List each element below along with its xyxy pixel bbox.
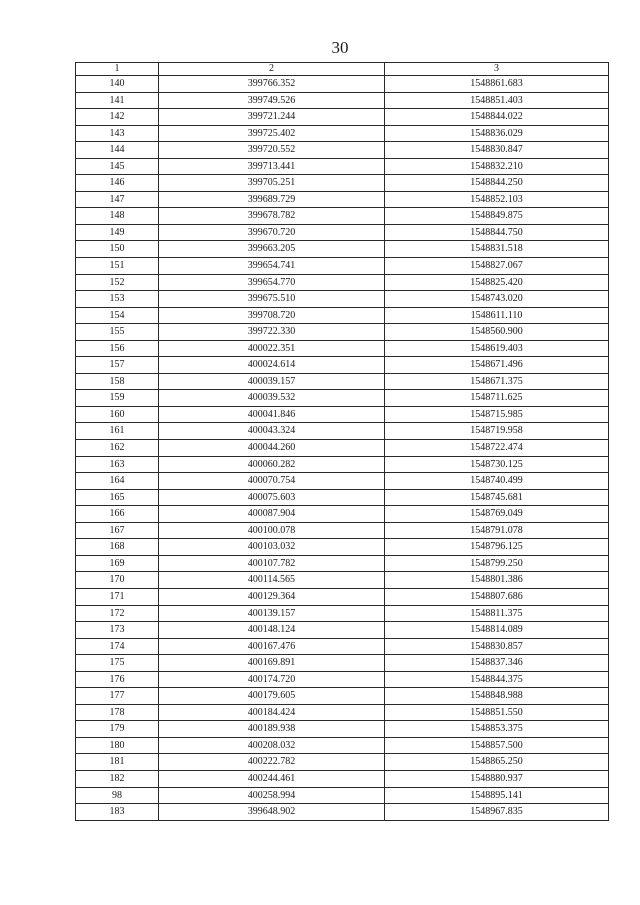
column-header: 2 <box>159 63 385 76</box>
point-number-cell: 177 <box>76 688 159 705</box>
point-number-cell: 176 <box>76 671 159 688</box>
y-coordinate-cell: 1548853.375 <box>385 721 609 738</box>
x-coordinate-cell: 400070.754 <box>159 473 385 490</box>
x-coordinate-cell: 400041.846 <box>159 406 385 423</box>
table-row <box>76 688 609 705</box>
point-number-cell: 148 <box>76 208 159 225</box>
y-coordinate-cell: 1548831.518 <box>385 241 609 258</box>
x-coordinate-cell: 399648.902 <box>159 804 385 821</box>
point-number-cell: 178 <box>76 704 159 721</box>
y-coordinate-cell: 1548837.346 <box>385 655 609 672</box>
table-row <box>76 175 609 192</box>
point-number-cell: 154 <box>76 307 159 324</box>
point-number-cell: 98 <box>76 787 159 804</box>
y-coordinate-cell: 1548880.937 <box>385 770 609 787</box>
point-number-cell: 164 <box>76 473 159 490</box>
x-coordinate-cell: 400169.891 <box>159 655 385 672</box>
point-number-cell: 175 <box>76 655 159 672</box>
point-number-cell: 166 <box>76 506 159 523</box>
table-row <box>76 291 609 308</box>
y-coordinate-cell: 1548769.049 <box>385 506 609 523</box>
x-coordinate-cell: 400043.324 <box>159 423 385 440</box>
x-coordinate-cell: 400129.364 <box>159 588 385 605</box>
point-number-cell: 183 <box>76 804 159 821</box>
y-coordinate-cell: 1548811.375 <box>385 605 609 622</box>
y-coordinate-cell: 1548832.210 <box>385 158 609 175</box>
table-row <box>76 770 609 787</box>
y-coordinate-cell: 1548827.067 <box>385 258 609 275</box>
x-coordinate-cell: 399766.352 <box>159 76 385 93</box>
point-number-cell: 145 <box>76 158 159 175</box>
x-coordinate-cell: 399722.330 <box>159 324 385 341</box>
y-coordinate-cell: 1548851.550 <box>385 704 609 721</box>
table-row <box>76 804 609 821</box>
table-row <box>76 241 609 258</box>
column-header: 3 <box>385 63 609 76</box>
x-coordinate-cell: 399675.510 <box>159 291 385 308</box>
y-coordinate-cell: 1548857.500 <box>385 737 609 754</box>
y-coordinate-cell: 1548861.683 <box>385 76 609 93</box>
x-coordinate-cell: 399670.720 <box>159 224 385 241</box>
table-row <box>76 522 609 539</box>
y-coordinate-cell: 1548715.985 <box>385 406 609 423</box>
x-coordinate-cell: 399689.729 <box>159 191 385 208</box>
x-coordinate-cell: 399749.526 <box>159 92 385 109</box>
x-coordinate-cell: 400244.461 <box>159 770 385 787</box>
table-row <box>76 406 609 423</box>
x-coordinate-cell: 400087.904 <box>159 506 385 523</box>
y-coordinate-cell: 1548799.250 <box>385 555 609 572</box>
table-row <box>76 191 609 208</box>
point-number-cell: 161 <box>76 423 159 440</box>
table-row <box>76 588 609 605</box>
table-row <box>76 125 609 142</box>
point-number-cell: 170 <box>76 572 159 589</box>
y-coordinate-cell: 1548796.125 <box>385 539 609 556</box>
y-coordinate-cell: 1548745.681 <box>385 489 609 506</box>
y-coordinate-cell: 1548560.900 <box>385 324 609 341</box>
table-row <box>76 655 609 672</box>
table-row <box>76 373 609 390</box>
x-coordinate-cell: 399654.741 <box>159 258 385 275</box>
page-number: 30 <box>331 38 349 57</box>
x-coordinate-cell: 400039.532 <box>159 390 385 407</box>
y-coordinate-cell: 1548814.089 <box>385 622 609 639</box>
table-row <box>76 638 609 655</box>
y-coordinate-cell: 1548730.125 <box>385 456 609 473</box>
y-coordinate-cell: 1548671.496 <box>385 357 609 374</box>
point-number-cell: 147 <box>76 191 159 208</box>
point-number-cell: 172 <box>76 605 159 622</box>
x-coordinate-cell: 400024.614 <box>159 357 385 374</box>
point-number-cell: 179 <box>76 721 159 738</box>
table-row <box>76 572 609 589</box>
table-row <box>76 307 609 324</box>
y-coordinate-cell: 1548711.625 <box>385 390 609 407</box>
x-coordinate-cell: 400258.994 <box>159 787 385 804</box>
x-coordinate-cell: 400148.124 <box>159 622 385 639</box>
y-coordinate-cell: 1548611.110 <box>385 307 609 324</box>
x-coordinate-cell: 400022.351 <box>159 340 385 357</box>
x-coordinate-cell: 399663.205 <box>159 241 385 258</box>
x-coordinate-cell: 400075.603 <box>159 489 385 506</box>
x-coordinate-cell: 399721.244 <box>159 109 385 126</box>
table-row <box>76 605 609 622</box>
x-coordinate-cell: 400222.782 <box>159 754 385 771</box>
header-row <box>76 63 609 76</box>
y-coordinate-cell: 1548844.022 <box>385 109 609 126</box>
table-row <box>76 754 609 771</box>
point-number-cell: 168 <box>76 539 159 556</box>
y-coordinate-cell: 1548844.750 <box>385 224 609 241</box>
table-row <box>76 423 609 440</box>
table-row <box>76 539 609 556</box>
point-number-cell: 142 <box>76 109 159 126</box>
x-coordinate-cell: 399720.552 <box>159 142 385 159</box>
y-coordinate-cell: 1548865.250 <box>385 754 609 771</box>
y-coordinate-cell: 1548895.141 <box>385 787 609 804</box>
x-coordinate-cell: 399705.251 <box>159 175 385 192</box>
x-coordinate-cell: 400039.157 <box>159 373 385 390</box>
x-coordinate-cell: 400184.424 <box>159 704 385 721</box>
point-number-cell: 150 <box>76 241 159 258</box>
table-row <box>76 737 609 754</box>
table-body <box>76 76 609 821</box>
point-number-cell: 141 <box>76 92 159 109</box>
x-coordinate-cell: 400060.282 <box>159 456 385 473</box>
point-number-cell: 160 <box>76 406 159 423</box>
point-number-cell: 149 <box>76 224 159 241</box>
point-number-cell: 181 <box>76 754 159 771</box>
table-row <box>76 506 609 523</box>
table-row <box>76 224 609 241</box>
table-row <box>76 208 609 225</box>
table-row <box>76 258 609 275</box>
table-row <box>76 555 609 572</box>
x-coordinate-cell: 400100.078 <box>159 522 385 539</box>
point-number-cell: 162 <box>76 440 159 457</box>
x-coordinate-cell: 400139.157 <box>159 605 385 622</box>
y-coordinate-cell: 1548722.474 <box>385 440 609 457</box>
x-coordinate-cell: 399678.782 <box>159 208 385 225</box>
x-coordinate-cell: 399725.402 <box>159 125 385 142</box>
point-number-cell: 144 <box>76 142 159 159</box>
point-number-cell: 180 <box>76 737 159 754</box>
y-coordinate-cell: 1548851.403 <box>385 92 609 109</box>
table-row <box>76 76 609 93</box>
point-number-cell: 163 <box>76 456 159 473</box>
y-coordinate-cell: 1548849.875 <box>385 208 609 225</box>
y-coordinate-cell: 1548740.499 <box>385 473 609 490</box>
x-coordinate-cell: 400208.032 <box>159 737 385 754</box>
y-coordinate-cell: 1548801.386 <box>385 572 609 589</box>
point-number-cell: 158 <box>76 373 159 390</box>
table-row <box>76 704 609 721</box>
y-coordinate-cell: 1548791.078 <box>385 522 609 539</box>
table-row <box>76 340 609 357</box>
column-header: 1 <box>76 63 159 76</box>
point-number-cell: 140 <box>76 76 159 93</box>
table-row <box>76 489 609 506</box>
y-coordinate-cell: 1548830.847 <box>385 142 609 159</box>
point-number-cell: 159 <box>76 390 159 407</box>
x-coordinate-cell: 400114.565 <box>159 572 385 589</box>
x-coordinate-cell: 400107.782 <box>159 555 385 572</box>
x-coordinate-cell: 400179.605 <box>159 688 385 705</box>
y-coordinate-cell: 1548719.958 <box>385 423 609 440</box>
x-coordinate-cell: 399713.441 <box>159 158 385 175</box>
x-coordinate-cell: 400167.476 <box>159 638 385 655</box>
point-number-cell: 143 <box>76 125 159 142</box>
table-header <box>76 63 609 76</box>
table-row <box>76 473 609 490</box>
point-number-cell: 171 <box>76 588 159 605</box>
table-row <box>76 390 609 407</box>
table-row <box>76 357 609 374</box>
point-number-cell: 169 <box>76 555 159 572</box>
point-number-cell: 151 <box>76 258 159 275</box>
point-number-cell: 165 <box>76 489 159 506</box>
point-number-cell: 167 <box>76 522 159 539</box>
table-row <box>76 721 609 738</box>
table-row <box>76 456 609 473</box>
y-coordinate-cell: 1548967.835 <box>385 804 609 821</box>
x-coordinate-cell: 399708.720 <box>159 307 385 324</box>
y-coordinate-cell: 1548852.103 <box>385 191 609 208</box>
y-coordinate-cell: 1548619.403 <box>385 340 609 357</box>
point-number-cell: 173 <box>76 622 159 639</box>
y-coordinate-cell: 1548825.420 <box>385 274 609 291</box>
y-coordinate-cell: 1548743.020 <box>385 291 609 308</box>
table-row <box>76 142 609 159</box>
x-coordinate-cell: 400189.938 <box>159 721 385 738</box>
point-number-cell: 146 <box>76 175 159 192</box>
point-number-cell: 153 <box>76 291 159 308</box>
table-row <box>76 274 609 291</box>
y-coordinate-cell: 1548844.250 <box>385 175 609 192</box>
y-coordinate-cell: 1548848.988 <box>385 688 609 705</box>
point-number-cell: 155 <box>76 324 159 341</box>
table-row <box>76 440 609 457</box>
y-coordinate-cell: 1548844.375 <box>385 671 609 688</box>
point-number-cell: 152 <box>76 274 159 291</box>
point-number-cell: 156 <box>76 340 159 357</box>
y-coordinate-cell: 1548830.857 <box>385 638 609 655</box>
table-row <box>76 671 609 688</box>
table-row <box>76 92 609 109</box>
x-coordinate-cell: 399654.770 <box>159 274 385 291</box>
table-row <box>76 622 609 639</box>
point-number-cell: 157 <box>76 357 159 374</box>
x-coordinate-cell: 400044.260 <box>159 440 385 457</box>
table-row <box>76 158 609 175</box>
coordinates-table <box>75 62 609 821</box>
table-row <box>76 109 609 126</box>
x-coordinate-cell: 400103.032 <box>159 539 385 556</box>
y-coordinate-cell: 1548836.029 <box>385 125 609 142</box>
y-coordinate-cell: 1548807.686 <box>385 588 609 605</box>
point-number-cell: 174 <box>76 638 159 655</box>
point-number-cell: 182 <box>76 770 159 787</box>
y-coordinate-cell: 1548671.375 <box>385 373 609 390</box>
x-coordinate-cell: 400174.720 <box>159 671 385 688</box>
table-row <box>76 787 609 804</box>
table-row <box>76 324 609 341</box>
